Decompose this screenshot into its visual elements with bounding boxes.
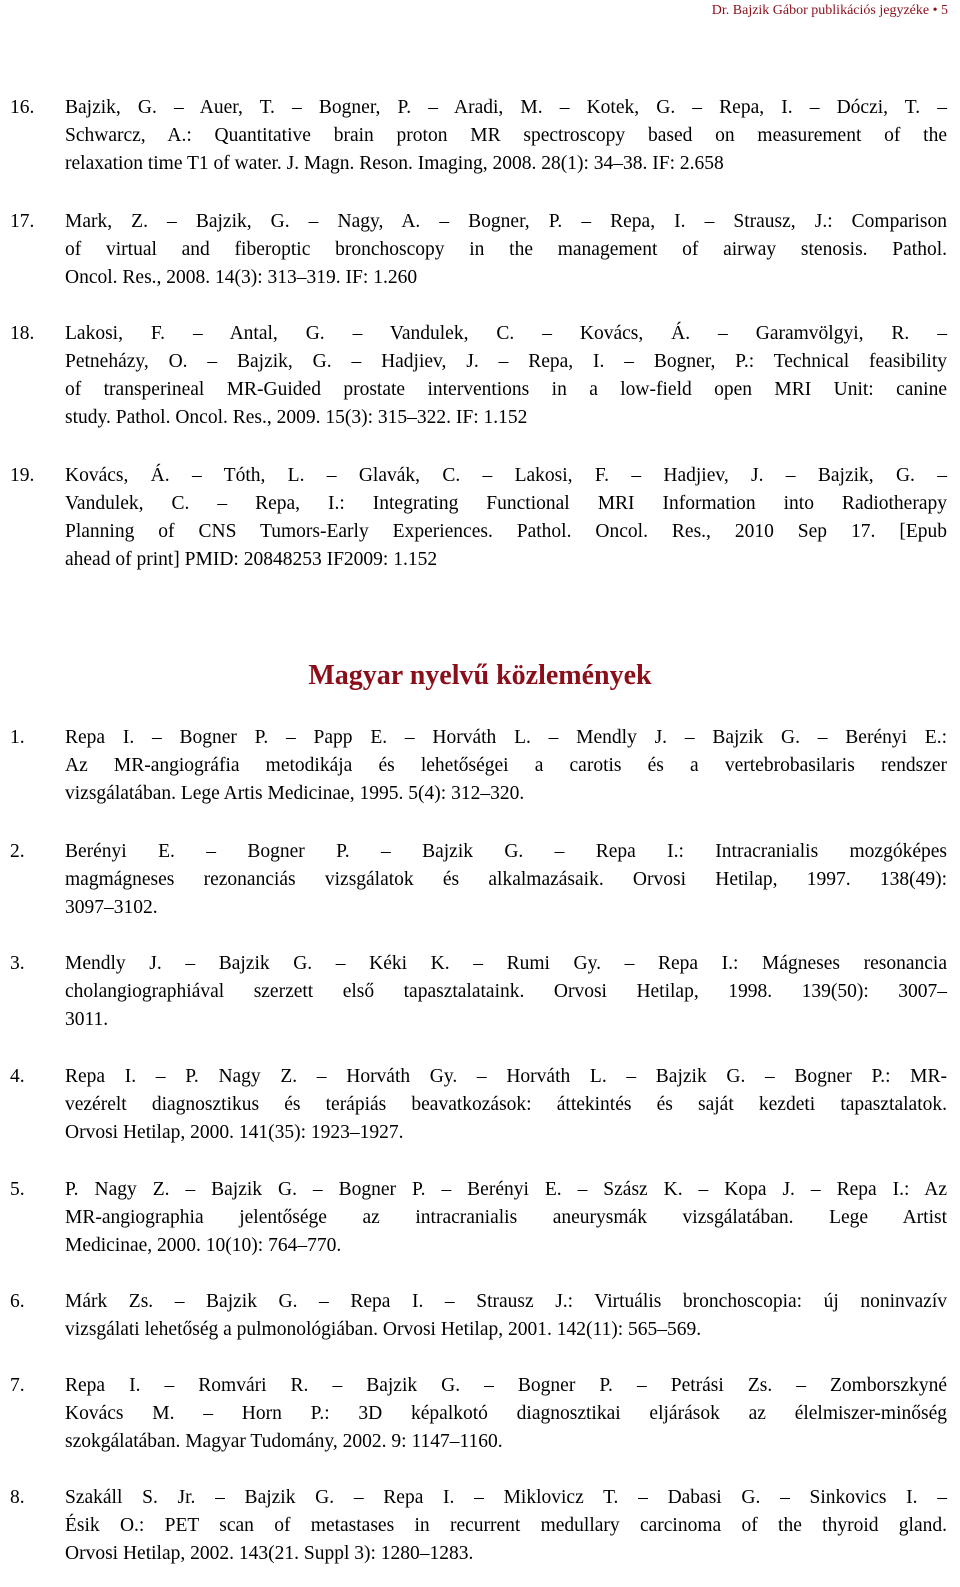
entry-line: Berényi E. – Bogner P. – Bajzik G. – Repa I.: Intracranialis mozgóképes (65, 841, 947, 862)
entry-text (65, 94, 947, 178)
entry-line: vizsgálatában. Lege Artis Medicinae, 1995. 5(4): 312–320. (65, 783, 525, 804)
entry-number: 3. (10, 953, 25, 974)
entry-number: 18. (10, 323, 35, 344)
entry-line: Planning of CNS Tumors-Early Experiences. Pathol. Oncol. Res., 2010 Sep 17. [Epub (65, 521, 947, 542)
section-title: Magyar nyelvű közlemények (308, 660, 652, 691)
entry-text (65, 724, 947, 808)
entry-line: cholangiographiával szerzett első tapasztalataink. Orvosi Hetilap, 1998. 139(50): 3007– (65, 981, 947, 1002)
entry-text (65, 1288, 947, 1344)
entry-line: relaxation time T1 of water. J. Magn. Reson. Imaging, 2008. 28(1): 34–38. IF: 2.658 (65, 153, 724, 174)
entry-line: Repa I. – Romvári R. – Bajzik G. – Bogner P. – Petrási Zs. – Zomborszkyné (65, 1375, 947, 1396)
entry-number: 6. (10, 1291, 25, 1312)
entry-text (65, 1176, 947, 1260)
entry-number: 2. (10, 841, 25, 862)
entry-number: 7. (10, 1375, 25, 1396)
entry-number: 16. (10, 97, 35, 118)
entry-line: Márk Zs. – Bajzik G. – Repa I. – Strausz J.: Virtuális bronchoscopia: új noninvazív (65, 1291, 947, 1312)
entry-line: of virtual and fiberoptic bronchoscopy in the management of airway stenosis. Pathol. (65, 239, 947, 260)
entry-line: Vandulek, C. – Repa, I.: Integrating Functional MRI Information into Radiotherapy (65, 493, 947, 514)
entry-line: Szakáll S. Jr. – Bajzik G. – Repa I. – Miklovicz T. – Dabasi G. – Sinkovics I. – (65, 1487, 947, 1508)
entry-line: Kovács M. – Horn P.: 3D képalkotó diagnosztikai eljárások az élelmiszer-minőség (65, 1403, 947, 1424)
entry-line: vezérelt diagnosztikus és terápiás beavatkozások: áttekintés és saját kezdeti tapasztalatok. (65, 1094, 947, 1115)
entry-line: Az MR-angiográfia metodikája és lehetőségei a carotis és a vertebrobasilaris rendszer (65, 755, 947, 776)
entry-number: 17. (10, 211, 35, 232)
page-header: Dr. Bajzik Gábor publikációs jegyzéke • 5 (711, 3, 948, 18)
entry-number: 5. (10, 1179, 25, 1200)
entry-line: MR-angiographia jelentősége az intracranialis aneurysmák vizsgálatában. Lege Artist (65, 1207, 947, 1228)
entry-line: Petneházy, O. – Bajzik, G. – Hadjiev, J. – Repa, I. – Bogner, P.: Technical feasibility (65, 351, 947, 372)
entry-text (65, 838, 947, 922)
entry-line: P. Nagy Z. – Bajzik G. – Bogner P. – Berényi E. – Szász K. – Kopa J. – Repa I.: Az (65, 1179, 947, 1200)
entry-line: Orvosi Hetilap, 2002. 143(21. Suppl 3): 1280–1283. (65, 1543, 474, 1564)
entry-text (65, 1484, 947, 1568)
entry-line: vizsgálati lehetőség a pulmonológiában. Orvosi Hetilap, 2001. 142(11): 565–569. (65, 1319, 702, 1340)
entry-line: magmágneses rezonanciás vizsgálatok és alkalmazásaik. Orvosi Hetilap, 1997. 138(49): (65, 869, 947, 890)
entry-line: ahead of print] PMID: 20848253 IF2009: 1.152 (65, 549, 438, 570)
entry-line: 3097–3102. (65, 897, 158, 918)
entry-line: Ésik O.: PET scan of metastases in recurrent medullary carcinoma of the thyroid gland. (65, 1515, 947, 1536)
entry-line: of transperineal MR-Guided prostate interventions in a low-field open MRI Unit: canine (65, 379, 947, 400)
entry-line: Kovács, Á. – Tóth, L. – Glavák, C. – Lakosi, F. – Hadjiev, J. – Bajzik, G. – (65, 465, 947, 486)
entry-text (65, 1063, 947, 1147)
entry-text (65, 208, 947, 292)
entry-number: 4. (10, 1066, 25, 1087)
entry-line: Lakosi, F. – Antal, G. – Vandulek, C. – Kovács, Á. – Garamvölgyi, R. – (65, 323, 947, 344)
entry-line: Bajzik, G. – Auer, T. – Bogner, P. – Aradi, M. – Kotek, G. – Repa, I. – Dóczi, T. – (65, 97, 947, 118)
entry-line: Orvosi Hetilap, 2000. 141(35): 1923–1927. (65, 1122, 404, 1143)
entry-line: 3011. (65, 1009, 109, 1030)
entry-line: Mark, Z. – Bajzik, G. – Nagy, A. – Bogner, P. – Repa, I. – Strausz, J.: Comparison (65, 211, 947, 232)
entry-text (65, 462, 947, 574)
entry-line: Medicinae, 2000. 10(10): 764–770. (65, 1235, 342, 1256)
entry-number: 1. (10, 727, 25, 748)
entry-line: Repa I. – P. Nagy Z. – Horváth Gy. – Horváth L. – Bajzik G. – Bogner P.: MR- (65, 1066, 947, 1087)
entry-line: Oncol. Res., 2008. 14(3): 313–319. IF: 1.260 (65, 267, 418, 288)
entry-line: Schwarcz, A.: Quantitative brain proton MR spectroscopy based on measurement of the (65, 125, 947, 146)
entry-line: Mendly J. – Bajzik G. – Kéki K. – Rumi Gy. – Repa I.: Mágneses resonancia (65, 953, 947, 974)
entry-line: study. Pathol. Oncol. Res., 2009. 15(3): 315–322. IF: 1.152 (65, 407, 528, 428)
entry-number: 8. (10, 1487, 25, 1508)
entry-text (65, 950, 947, 1034)
entry-line: szokgálatában. Magyar Tudomány, 2002. 9: 1147–1160. (65, 1431, 503, 1452)
entry-text (65, 320, 947, 432)
entry-line: Repa I. – Bogner P. – Papp E. – Horváth L. – Mendly J. – Bajzik G. – Berényi E.: (65, 727, 947, 748)
entry-text (65, 1372, 947, 1456)
entry-number: 19. (10, 465, 35, 486)
